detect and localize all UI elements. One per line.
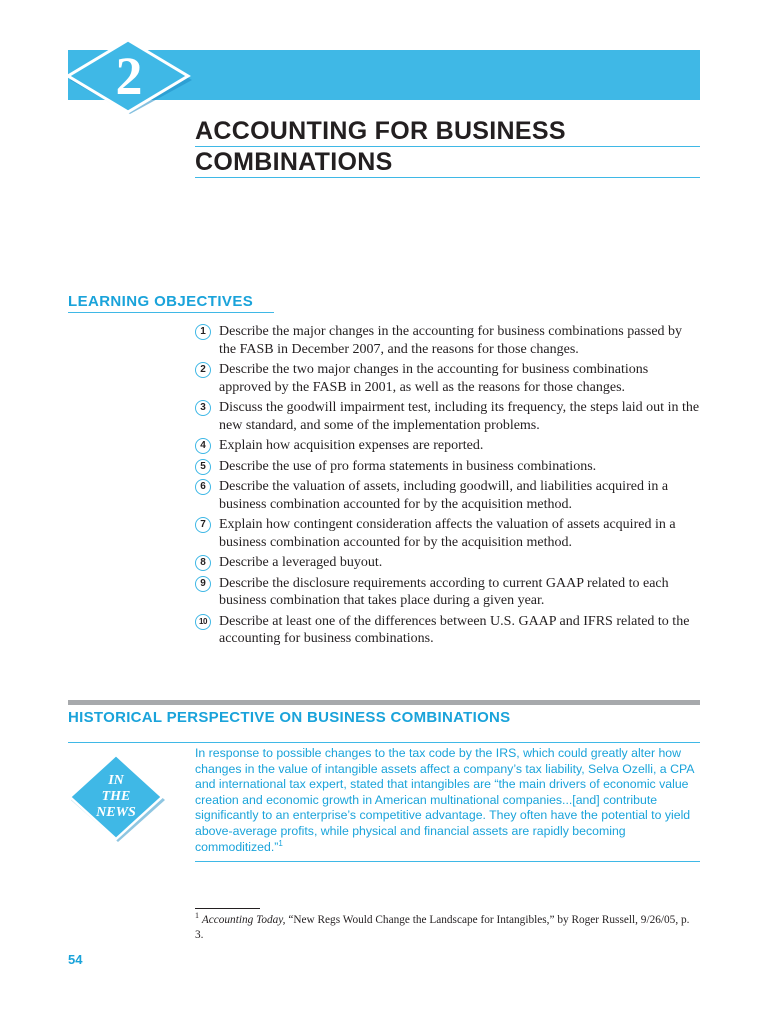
- objective-text: Discuss the goodwill impairment test, including its frequency, the steps laid out in the new standard, and some of the implementation problems.: [219, 400, 700, 433]
- objective-item: [195, 361, 700, 396]
- objective-text: Describe the use of pro forma statements in business combinations.: [219, 458, 597, 474]
- objective-number-badge: 9: [195, 576, 211, 592]
- objective-text: Explain how acquisition expenses are reported.: [219, 438, 484, 453]
- chapter-number: 2: [115, 46, 143, 106]
- learning-objectives-heading: LEARNING OBJECTIVES: [68, 293, 254, 310]
- objective-text: Explain how contingent consideration affects the valuation of assets acquired in a business combination accounted for by the acquisition method.: [219, 517, 676, 550]
- footnote-rule: [195, 908, 260, 909]
- badge-word: THE: [101, 789, 131, 804]
- in-the-news-badge: [66, 752, 166, 842]
- objective-number-badge: 2: [195, 362, 211, 378]
- learning-objectives-rule: [68, 312, 274, 313]
- objective-text: Describe the disclosure requirements according to current GAAP related to each business combination that takes place during a given year.: [219, 575, 669, 608]
- news-paragraph-text: In response to possible changes to the tax code by the IRS, which could greatly alter how changes in the value of intangible assets affect a company’s tax liability, Selva Ozelli, a CPA and international tax expert, stated that intangibles are “the main drivers of economic value creation and economic growth in American multinational companies...[and] contribute significantly to an enterprise’s competitive advantage. They often have the potential to yield above-average profits, while physical and financial assets are rapidly becoming commoditized.”: [195, 746, 694, 854]
- objective-text: Describe the two major changes in the accounting for business combinations approved by the FASB in 2001, as well as the reasons for those changes.: [219, 362, 649, 395]
- objective-number-badge: 10: [195, 614, 211, 630]
- news-paragraph: [195, 746, 700, 855]
- objective-number-badge: 4: [195, 438, 211, 454]
- objective-item: [195, 437, 700, 455]
- objective-text: Describe a leveraged buyout.: [219, 555, 383, 570]
- objective-item: [195, 478, 700, 513]
- objective-item: [195, 575, 700, 610]
- chapter-title: ACCOUNTING FOR BUSINESS COMBINATIONS: [195, 117, 566, 176]
- objective-text: Describe the major changes in the accounting for business combinations passed by the FASB in December 2007, and the reasons for those changes.: [219, 324, 683, 357]
- footnote-text: “New Regs Would Change the Landscape for Intangibles,” by Roger Russell, 9/26/05, p. 3.: [195, 914, 690, 941]
- objective-text: Describe at least one of the differences between U.S. GAAP and IFRS related to the accounting for business combinations.: [219, 613, 690, 646]
- historical-rule-top: [68, 742, 700, 743]
- historical-rule-bottom: [195, 861, 700, 862]
- objective-item: [195, 399, 700, 434]
- footnote: [195, 913, 700, 943]
- footnote-source: Accounting Today,: [201, 914, 286, 926]
- page-number: 54: [68, 952, 83, 967]
- objective-item: [195, 458, 700, 476]
- objective-number-badge: 1: [195, 324, 211, 340]
- badge-word: NEWS: [96, 805, 136, 820]
- footnote-number: 1: [195, 911, 199, 921]
- objective-number-badge: 5: [195, 459, 211, 475]
- objective-number-badge: 6: [195, 479, 211, 495]
- objectives-list: [195, 323, 700, 651]
- section-divider-bar: [68, 700, 700, 705]
- objective-number-badge: 8: [195, 555, 211, 571]
- objective-item: [195, 323, 700, 358]
- title-rule-top: [195, 146, 700, 147]
- objective-text: Describe the valuation of assets, including goodwill, and liabilities acquired in a business combination accounted for by the acquisition method.: [219, 479, 669, 512]
- objective-item: [195, 516, 700, 551]
- footnote-marker[interactable]: 1: [278, 838, 283, 848]
- title-rule-bottom: [195, 177, 700, 178]
- historical-perspective-heading: HISTORICAL PERSPECTIVE ON BUSINESS COMBINATIONS: [68, 709, 511, 726]
- objective-item: [195, 613, 700, 648]
- objective-item: [195, 554, 700, 572]
- objective-number-badge: 7: [195, 517, 211, 533]
- objective-number-badge: 3: [195, 400, 211, 416]
- badge-word: IN: [108, 773, 124, 788]
